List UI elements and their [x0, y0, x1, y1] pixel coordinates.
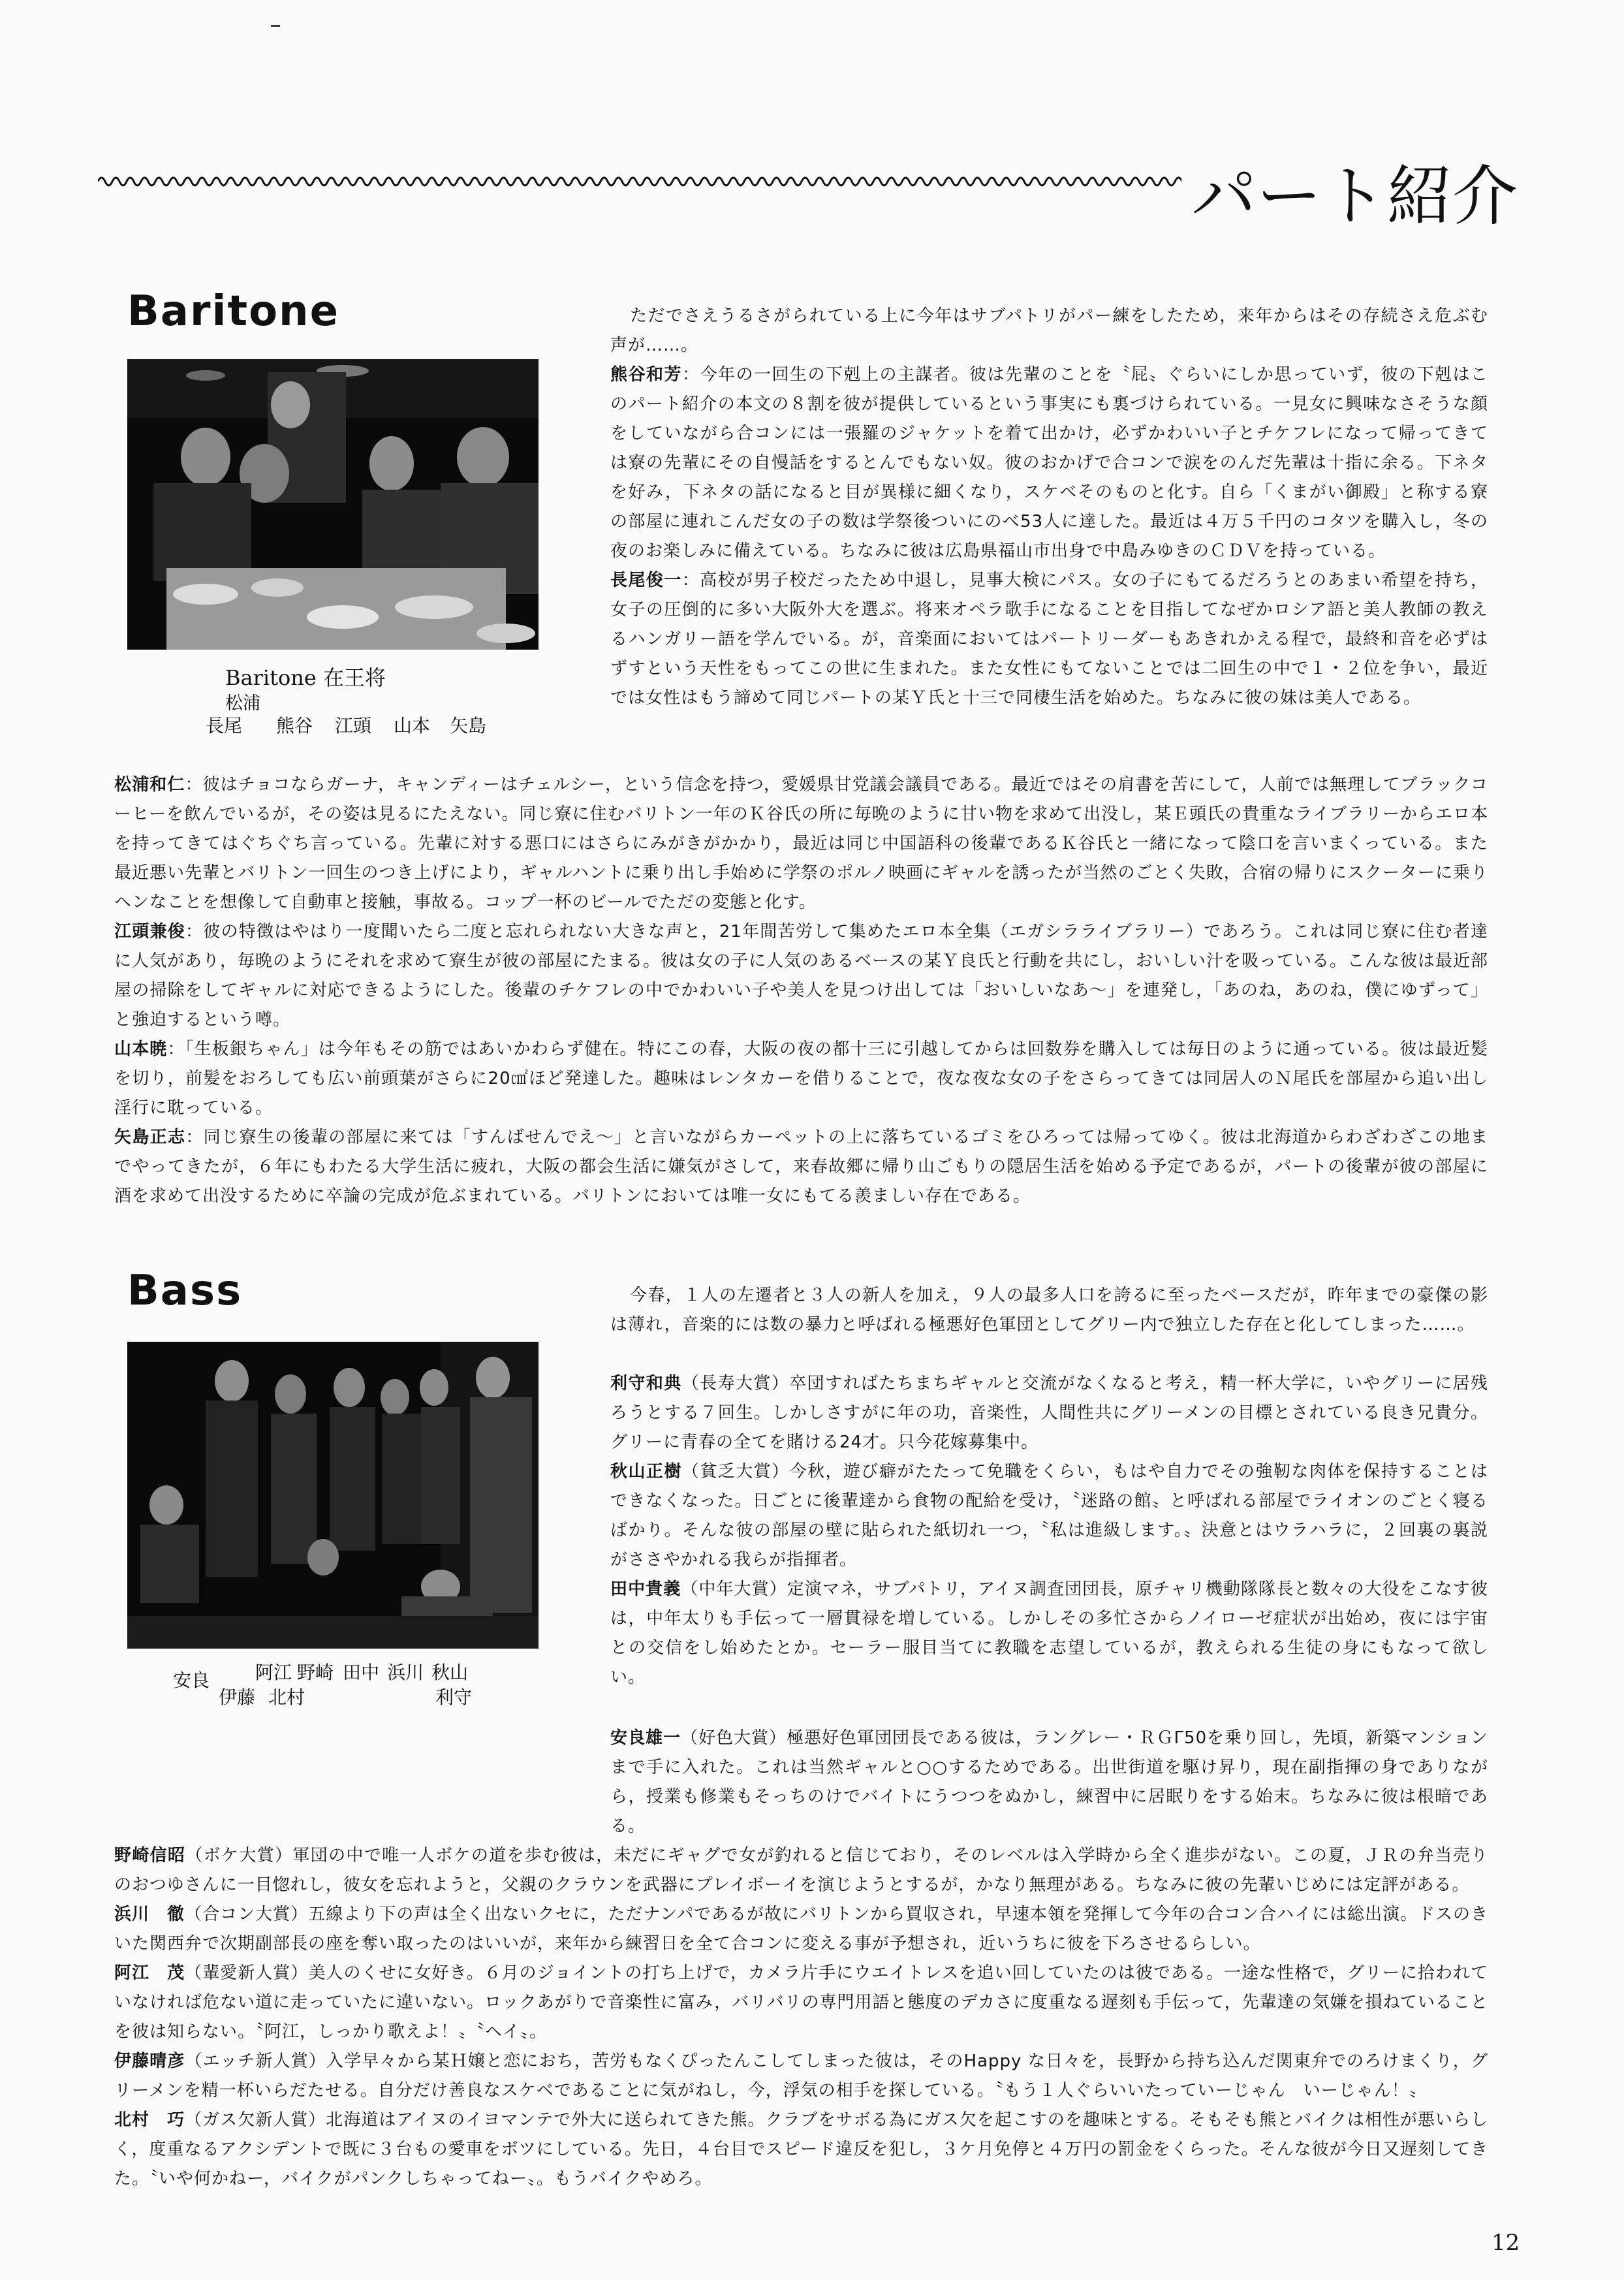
member-name: 利守和典 [610, 1374, 682, 1393]
baritone-caption-title: Baritone 在王将 [225, 665, 386, 690]
member-entry [114, 1035, 1488, 1123]
member-text: （ガス欠新人賞）北海道はアイヌのイヨマンテで外大に送られてきた熊。クラブをサボる為にガス欠を起こすのを趣味とする。そもそも熊とバイクは相性が悪いらしく，度重なるアクシデントで既に３台もの愛車をボツにしている。先日，４台目でスピード違反を犯し，３ケ月免停と４万円の罰金をくらった。そんな彼が今日又遅刻してきた。〝いや何かねー，バイクがパンクしちゃってねー〟。もうバイクやめろ。 [114, 2110, 1488, 2189]
member-name: 山本暁 [114, 1039, 168, 1059]
caption-name: 北村 [268, 1686, 305, 1708]
member-text: ：「生板銀ちゃん」は今年もその筋ではあいかわらず健在。特にこの春，大阪の夜の都十三に引越してからは回数券を購入しては毎日のように通っている。彼は最近髪を切り，前髪をおろしても広い前頭葉がさらに20㎠ほど発達した。趣味はレンタカーを借りることで，夜な夜な女の子をさらってきては同居人のＮ尾氏を部屋から追い出し淫行に耽っている。 [114, 1039, 1488, 1118]
caption-name: 矢島 [450, 715, 487, 736]
bass-right-column [610, 1369, 1488, 1692]
baritone-heading: Baritone [127, 287, 339, 336]
member-text: （ボケ大賞）軍団の中で唯一人ボケの道を歩む彼は，未だにギャグで女が釣れると信じており，そのレベルは入学時から全く進歩がない。この夏，ＪＲの弁当売りのおつゆさんに一目惚れし，彼女を忘れようと，父親のクラウンを武器にプレイボーイを演じようとするが，かなり無理がある。ちなみに彼の先輩いじめには定評がある。 [114, 1846, 1488, 1895]
caption-name: 田中 [343, 1662, 380, 1683]
member-name: 秋山正樹 [610, 1462, 682, 1481]
member-entry [610, 1457, 1488, 1575]
member-entry [610, 360, 1488, 566]
member-name: 北村 巧 [114, 2110, 185, 2130]
member-text: （輩愛新人賞）美人のくせに女好き。６月のジョイントの打ち上げで，カメラ片手にウエイトレスを追い回していたのは彼である。一途な性格で，グリーに拾われていなければ危ない道に走っていたに違いない。ロックあがりで音楽性に富み，バリバリの専門用語と態度のデカさに度重なる遅刻も手伝って，先輩達の気嫌を損ねていることを彼は知らない。〝阿江，しっかり歌えよ！〟〝ヘイ〟。 [114, 1963, 1488, 2042]
page-title: パート紹介 [1191, 158, 1518, 234]
member-text: ：彼の特徴はやはり一度聞いたら二度と忘れられない大きな声と，21年間苦労して集めたエロ本全集（エガシラライブラリー）であろう。これは同じ寮に住む者達に人気があり，毎晩のようにそれを求めて寮生が彼の部屋にたまる。彼は女の子に人気のあるベースの某Ｙ良氏と行動を共にし，おいしい汁を吸っている。こんな彼は最近部屋の掃除をしてギャルに対応できるようにした。後輩のチケフレの中でかわいい子や美人を見つけ出しては「おいしいなあ～」を連発し，「あのね，あのね，僕にゆずって」と強迫するという噂。 [114, 922, 1488, 1030]
member-text: ：同じ寮生の後輩の部屋に来ては「すんばせんでえ～」と言いながらカーペットの上に落ちているゴミをひろっては帰ってゆく。彼は北海道からわざわざこの地までやってきたが，６年にもわたる大学生活に疲れ，大阪の都会生活に嫌気がさして，来春故郷に帰り山ごもりの隠居生活を始める予定であるが，パートの後輩が彼の部屋に酒を求めて出没するために卒論の完成が危ぶまれている。バリトンにおいては唯一女にもてる羨ましい存在である。 [114, 1128, 1488, 1206]
caption-name: 山本 [394, 715, 431, 736]
caption-name: 浜川 [387, 1662, 424, 1683]
caption-name: 江頭 [335, 715, 372, 736]
member-text: （中年大賞）定演マネ，サブパトリ，アイヌ調査団団長，原チャリ機動隊隊長と数々の大役をこなす彼は，中年太りも手伝って一層貫禄を増している。しかしその多忙さからノイローゼ症状が出始め，夜には宇宙との交信をし始めたとか。セーラー服目当てに教職を志望しているが，教えられる生徒の身にもなって欲しい。 [610, 1579, 1488, 1687]
wavy-rule [98, 168, 1181, 195]
member-name: 野崎信昭 [114, 1846, 186, 1865]
baritone-right-column [610, 360, 1488, 713]
member-entry [114, 1959, 1488, 2047]
member-text: （長寿大賞）卒団すればたちまちギャルと交流がなくなると考え，精一杯大学に，いやグリーに居残ろうとする７回生。しかしさすがに年の功，音楽性，人間性共にグリーメンの目標とされている良き兄貴分。グリーに青春の全てを賭ける24才。只今花嫁募集中。 [610, 1374, 1488, 1452]
caption-name: 秋山 [431, 1662, 469, 1683]
baritone-intro: ただでさえうるさがられている上に今年はサブパトリがパー練をしたため，来年からはその存続さえ危ぶむ声が……。 [610, 306, 1488, 355]
caption-name: 安良 [173, 1670, 210, 1691]
member-name: 矢島正志 [114, 1128, 186, 1147]
member-name: 田中貴義 [610, 1579, 681, 1599]
caption-name: 利守 [435, 1686, 473, 1708]
member-name: 熊谷和芳 [610, 365, 683, 385]
member-name: 阿江 茂 [114, 1963, 185, 1983]
bass-caption-row1 [173, 1658, 469, 1691]
baritone-caption-row1: 松浦 [225, 693, 260, 714]
page-number: 12 [1491, 2230, 1520, 2256]
scan-mark [271, 25, 280, 27]
caption-name: 熊谷 [276, 715, 313, 736]
member-name: 江頭兼俊 [114, 922, 186, 942]
caption-name: 伊藤 [219, 1686, 256, 1708]
member-entry [610, 566, 1488, 713]
member-entry [114, 770, 1488, 917]
member-entry [114, 1724, 1488, 1841]
member-entry [114, 2106, 1488, 2194]
member-entry [114, 1841, 1488, 1900]
member-name: 松浦和仁 [114, 775, 185, 795]
member-entry [610, 1575, 1488, 1692]
member-name: 伊藤晴彦 [114, 2051, 185, 2071]
member-text: （好色大賞）極悪好色軍団団長である彼は，ラングレー・ＲＧΓ50を乗り回し，先頃，新築マンションまで手に入れた。これは当然ギャルと○○するためである。出世街道を駆け昇り，現在副指揮の身でありながら，授業も修業もそっちのけでバイトにうつつをぬかし，練習中に居眠りをする始末。ちなみに彼は根暗である。 [610, 1728, 1488, 1836]
member-text: （貧乏大賞）今秋，遊び癖がたたって免職をくらい，もはや自力でその強靭な肉体を保持することはできなくなった。日ごとに後輩達から食物の配給を受け，〝迷路の館〟と呼ばれる部屋でライオンのごとく寝るばかり。そんな彼の部屋の壁に貼られた紙切れ一つ，〝私は進級します。〟決意とはウラハラに，２回裏の裏説がささやかれる我らが指揮者。 [610, 1462, 1488, 1570]
bass-intro: 今春，１人の左遷者と３人の新人を加え，９人の最多人口を誇るに至ったベースだが，昨年までの豪傑の影は薄れ，音楽的には数の暴力と呼ばれる極悪好色軍団としてグリー内で独立した存在と化してしまった……。 [610, 1286, 1488, 1335]
baritone-caption-row2 [206, 712, 486, 738]
baritone-full-column [114, 770, 1488, 1211]
member-text: ：彼はチョコならガーナ，キャンディーはチェルシー，という信念を持つ，愛媛県甘党議会議員である。最近ではその肩書を苦にして，人前では無理してブラックコーヒーを飲んでいるが，その姿は見るにたえない。同じ寮に住むバリトン一年のＫ谷氏の所に毎晩のように甘い物を求めて出没し，某Ｅ頭氏の貴重なライブラリーからエロ本を持ってきてはぐちぐち言っている。先輩に対する悪口にはさらにみがきがかかり，最近は同じ中国語科の後輩であるＫ谷氏と一緒になって陰口を言いまくっている。また最近悪い先輩とバリトン一回生のつき上げにより，ギャルハントに乗り出し手始めに学祭のポルノ映画にギャルを誘ったが当然のごとく失敗，合宿の帰りにスクーターに乗りヘンなことを想像して自動車と接触，事故る。コップ一杯のビールでただの変態と化す。 [114, 775, 1488, 912]
caption-name: 阿江 [255, 1662, 292, 1683]
caption-name: 長尾 [206, 715, 243, 736]
member-text: ：今年の一回生の下剋上の主謀者。彼は先輩のことを〝屁〟ぐらいにしか思っていず，彼の下剋はこのパート紹介の本文の８割を彼が提供しているという事実にも裏づけられている。一見女に興味なさそうな顔をしていながら合コンには一張羅のジャケットを着て出かけ，必ずかわいい子とチケフレになって帰ってきては寮の先輩にその自慢話をするとんでもない奴。彼のおかげで合コンで涙をのんだ先輩は十指に余る。下ネタを好み，下ネタの話になると目が異様に細くなり，スケベそのものと化す。自ら「くまがい御殿」と称する寮の部屋に連れこんだ女の子の数は学祭後ついにのべ53人に達した。最近は４万５千円のコタツを購入し，冬の夜のお楽しみに備えている。ちなみに彼は広島県福山市出身で中島みゆきのＣＤＶを持っている。 [610, 365, 1488, 561]
bass-caption-row2 [219, 1683, 472, 1709]
caption-name: 野崎 [297, 1662, 334, 1683]
member-entry [114, 1900, 1488, 1959]
bass-heading: Bass [127, 1267, 243, 1315]
member-text: ：高校が男子校だったため中退し，見事大検にパス。女の子にもてるだろうとのあまい希望を持ち，女子の圧倒的に多い大阪外大を選ぶ。将来オペラ歌手になることを目指してなぜかロシア語と美人教師の教えるハンガリー語を学んでいる。が，音楽面においてはパートリーダーもあきれかえる程で，最終和音を必ずはずすという天性をもってこの世に生まれた。また女性にもてないことでは二回生の中で１・２位を争い，最近では女性はもう諦めて同じパートの某Ｙ氏と十三で同棲生活を始めた。ちなみに彼の妹は美人である。 [610, 571, 1488, 708]
bass-photo [127, 1342, 539, 1649]
member-text: （エッチ新人賞）入学早々から某Ｈ嬢と恋におち，苦労もなくぴったんこしてしまった彼は，そのHappy な日々を，長野から持ち込んだ関東弁でのろけまくり，グリーメンを精一杯いらだたせる。自分だけ善良なスケベであることに気がねし，今，浮気の相手を探している。〝もう１人ぐらいいたっていーじゃん いーじゃん！〟 [114, 2051, 1488, 2100]
member-name: 浜川 徹 [114, 1905, 185, 1924]
member-name: 長尾俊一 [610, 571, 682, 590]
member-entry [114, 1123, 1488, 1211]
baritone-photo [127, 359, 539, 650]
member-text: （合コン大賞）五線より下の声は全く出ないクセに，ただナンパであるが故にバリトンから買収され，早速本領を発揮して今年の合コン合ハイには総出演。ドスのきいた関西弁で次期副部長の座を奪い取ったのはいいが，来年から練習日を全て合コンに変える事が予想され，近いうちに彼を下ろさせるらしい。 [114, 1905, 1488, 1954]
member-name: 安良雄一 [610, 1728, 681, 1748]
member-entry [610, 1369, 1488, 1457]
member-entry [114, 917, 1488, 1035]
bass-full-column [114, 1724, 1488, 2194]
member-entry [114, 2047, 1488, 2106]
